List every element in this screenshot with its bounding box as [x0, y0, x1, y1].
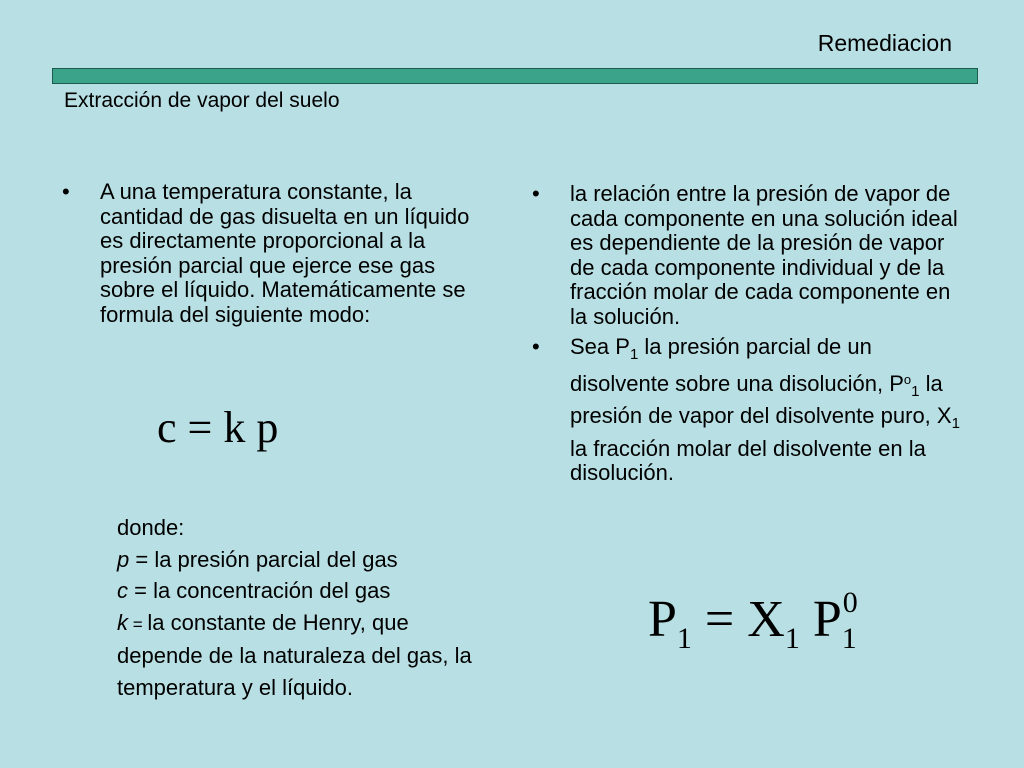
raoult-variables-bullet	[532, 335, 972, 486]
formula-p0-superscript: 0	[842, 586, 858, 619]
definition-p	[117, 544, 497, 576]
definition-k	[117, 607, 497, 704]
definition-k-eq: =	[128, 614, 148, 634]
variable-c: c	[117, 578, 128, 603]
formula-p0: P	[799, 591, 842, 648]
henry-law-bullet: • A una temperatura constante, la cantidad de gas disuelta en un líquido es directamente proporcional a la presión parcial que ejerce ese gas sobre el líquido. Matemáticamente se formula del siguiente modo:	[62, 180, 482, 327]
definition-c-text: = la concentración del gas	[128, 578, 391, 603]
slide-header: Remediacion	[817, 30, 952, 56]
raoult-law-bullet: • la relación entre la presión de vapor de cada componente en una solución ideal es dependiente de la presión de vapor de cada componente individual y de la fracción molar de cada componente en la solución.	[532, 182, 972, 329]
left-column	[62, 180, 482, 333]
variable-p: p	[117, 546, 130, 572]
definition-c	[117, 575, 497, 607]
variables-text-4: la fracción molar del disolvente en la disolución.	[570, 435, 926, 485]
formula-p: P	[648, 591, 677, 648]
definitions-block	[117, 512, 497, 703]
formula-x-subscript: 1	[784, 622, 800, 655]
definition-p-text: = la presión parcial del gas	[129, 546, 398, 572]
formula-p-subscript: 1	[676, 622, 692, 655]
henry-law-formula: c = k p	[157, 403, 279, 452]
raoult-law-formula	[648, 586, 858, 656]
definitions-intro: donde:	[117, 515, 185, 540]
variables-text-3: la presión de vapor del disolvente puro, X	[570, 370, 952, 428]
formula-p0-subscript: 1	[841, 622, 857, 655]
superscript-o: o	[903, 371, 912, 387]
variables-text-2: la presión parcial de un disolvente sobre una disolución, P	[570, 334, 904, 396]
definition-k-text: la constante de Henry, que depende de la naturaleza del gas, la temperatura y el líquido.	[117, 609, 472, 700]
subscript-3: 1	[951, 415, 960, 432]
subscript-2: 1	[911, 382, 920, 400]
right-column	[532, 182, 972, 492]
slide-subtitle: Extracción de vapor del suelo	[64, 89, 340, 112]
variables-text-1: Sea P	[570, 334, 630, 359]
subscript-1: 1	[629, 346, 639, 363]
formula-equals-x: = X	[691, 591, 785, 648]
header-divider-bar	[52, 68, 978, 84]
variable-k: k	[117, 609, 128, 635]
